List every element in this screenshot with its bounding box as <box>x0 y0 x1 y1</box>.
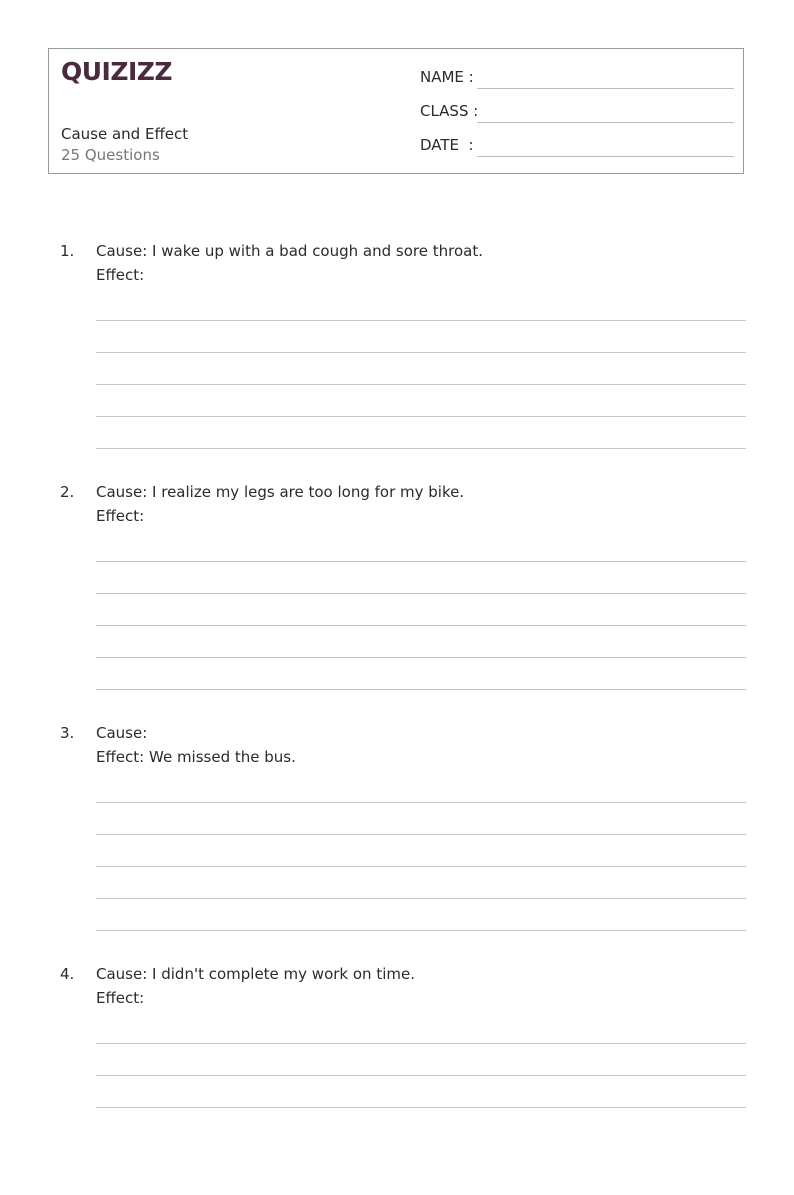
answer-line[interactable] <box>96 866 746 867</box>
answer-line[interactable] <box>96 625 746 626</box>
question-cause: Cause: I realize my legs are too long for my bike. <box>96 483 465 501</box>
answer-line[interactable] <box>96 561 746 562</box>
question-effect: Effect: <box>96 507 145 525</box>
question-number: 4. <box>60 965 75 983</box>
answer-line[interactable] <box>96 448 746 449</box>
question-4 <box>0 965 794 1195</box>
class-label: CLASS : <box>420 102 479 120</box>
answer-line[interactable] <box>96 689 746 690</box>
answer-line[interactable] <box>96 320 746 321</box>
answer-line[interactable] <box>96 1107 746 1108</box>
question-number: 1. <box>60 242 75 260</box>
answer-line[interactable] <box>96 898 746 899</box>
class-field[interactable] <box>420 102 734 122</box>
answer-line[interactable] <box>96 416 746 417</box>
name-field[interactable] <box>420 68 734 88</box>
question-cause: Cause: <box>96 724 148 742</box>
quizizz-logo: QUIZIZZ <box>61 57 173 86</box>
answer-line[interactable] <box>96 834 746 835</box>
answer-line[interactable] <box>96 930 746 931</box>
date-field[interactable] <box>420 136 734 156</box>
class-line[interactable] <box>477 122 734 123</box>
question-number: 3. <box>60 724 75 742</box>
name-label: NAME : <box>420 68 474 86</box>
question-1 <box>0 242 794 472</box>
answer-line[interactable] <box>96 384 746 385</box>
question-cause: Cause: I didn't complete my work on time. <box>96 965 415 983</box>
answer-line[interactable] <box>96 1043 746 1044</box>
question-2 <box>0 483 794 713</box>
answer-line[interactable] <box>96 802 746 803</box>
question-cause: Cause: I wake up with a bad cough and sore throat. <box>96 242 483 260</box>
question-effect: Effect: <box>96 989 145 1007</box>
question-3 <box>0 724 794 954</box>
answer-line[interactable] <box>96 352 746 353</box>
name-line[interactable] <box>477 88 734 89</box>
answer-line[interactable] <box>96 1075 746 1076</box>
question-count: 25 Questions <box>61 146 160 164</box>
date-label: DATE : <box>420 136 474 154</box>
worksheet-title: Cause and Effect <box>61 125 189 143</box>
answer-line[interactable] <box>96 593 746 594</box>
question-effect: Effect: <box>96 266 145 284</box>
worksheet-header <box>48 48 744 174</box>
date-line[interactable] <box>477 156 734 157</box>
question-number: 2. <box>60 483 75 501</box>
answer-line[interactable] <box>96 657 746 658</box>
question-effect: Effect: We missed the bus. <box>96 748 296 766</box>
